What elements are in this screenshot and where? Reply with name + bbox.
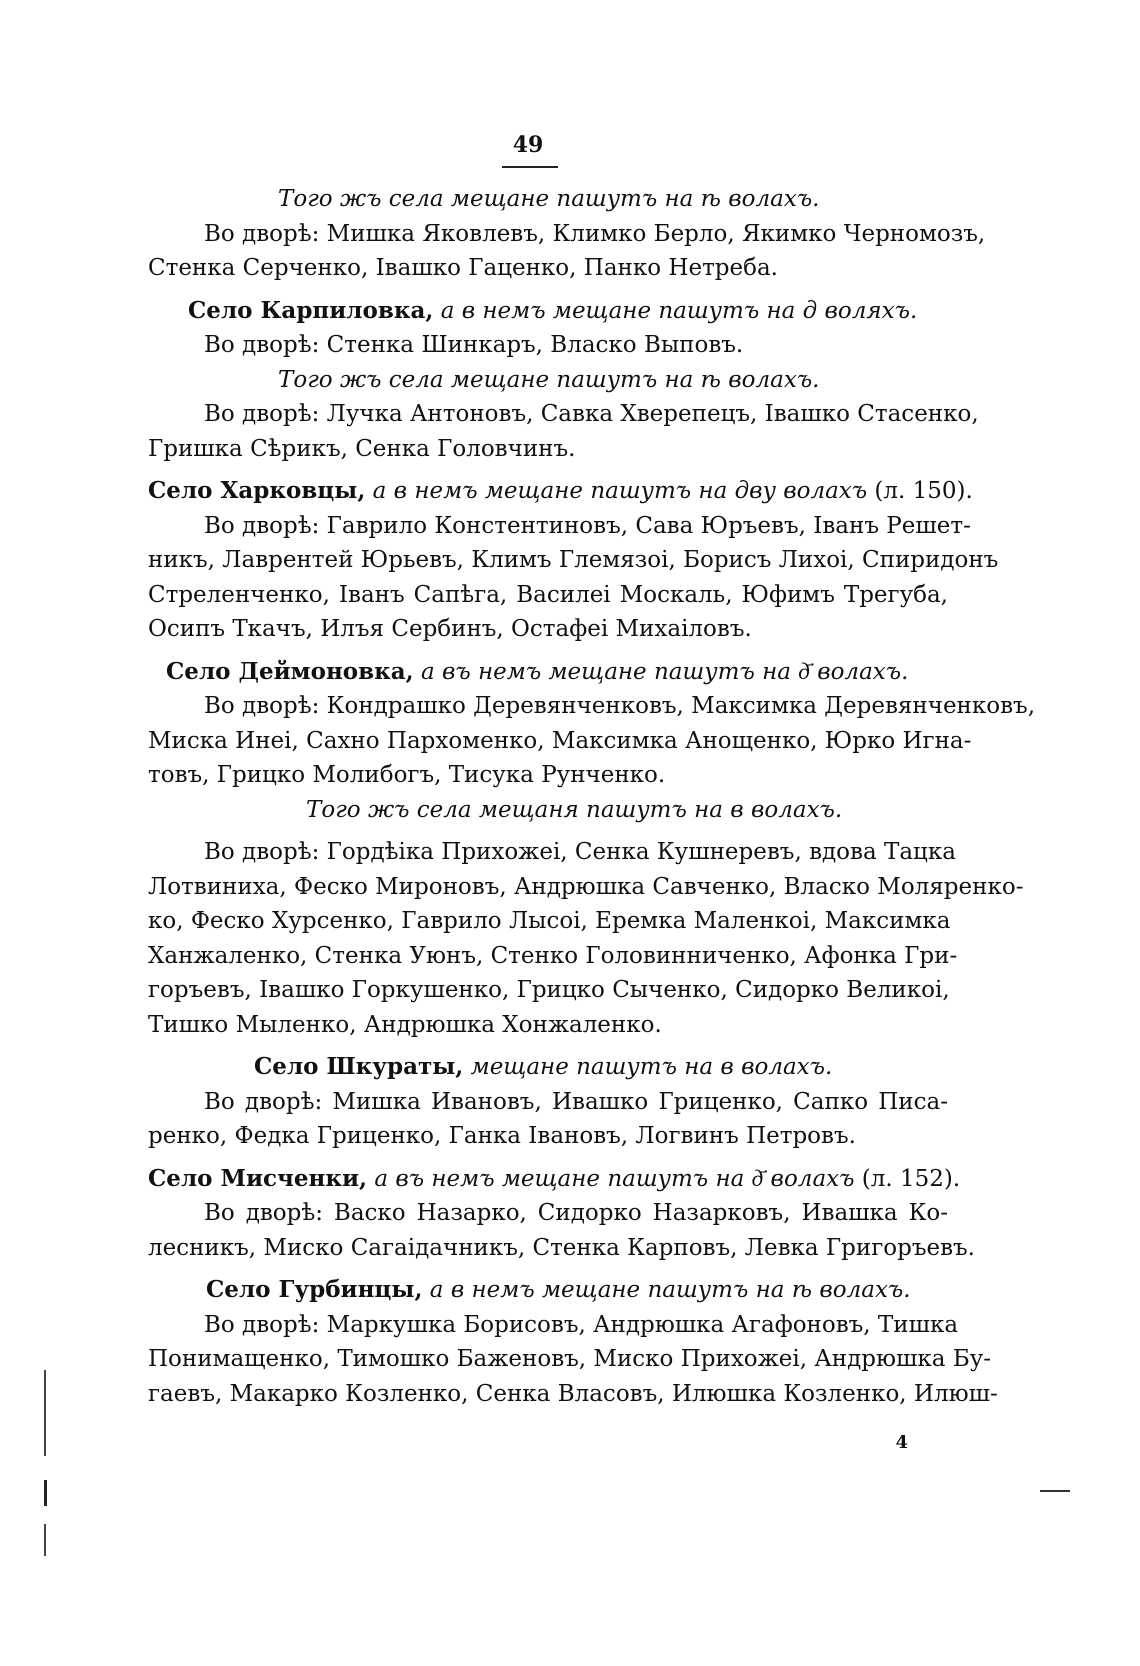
village-note: а в немъ мещане пашутъ на д воляхъ. <box>440 297 918 324</box>
village-name: Село Мисченки, <box>148 1164 368 1192</box>
text-line: Во дворѣ: Лучка Антоновъ, Савка Хверепецъ, Івашко Стасенко, <box>204 401 979 427</box>
village-name: Село Шкураты, <box>254 1053 464 1080</box>
page-number: 49 <box>512 132 544 158</box>
text-line: никъ, Лаврентей Юрьевъ, Климъ Глемязоі, Борисъ Лихоі, Спиридонъ <box>148 547 999 573</box>
text-line: Лотвиниха, Феско Мироновъ, Андрюшка Савченко, Власко Моляренко- <box>148 873 1024 900</box>
scan-edge-mark <box>44 1370 46 1456</box>
text-line: Миска Инеі, Сахно Пархоменко, Максимка Анощенко, Юрко Игна- <box>148 727 972 754</box>
text-line: Во дворѣ: Гаврило Констентиновъ, Сава Юръевъ, Іванъ Решет- <box>204 512 971 539</box>
section-subheading: Того жъ села мещане пашутъ на ѣ волахъ. <box>278 186 820 212</box>
text-line: Во дворѣ: Мишка Яковлевъ, Климко Берло, Якимко Черномозъ, <box>204 220 986 247</box>
text-line: Тишко Мыленко, Андрюшка Хонжаленко. <box>148 1011 662 1038</box>
folio-reference: (л. 152). <box>861 1165 961 1192</box>
village-heading <box>148 474 973 509</box>
text-line: горъевъ, Івашко Горкушенко, Грицко Сыченко, Сидорко Великоі, <box>148 977 950 1003</box>
scan-edge-dash <box>1040 1490 1070 1492</box>
text-line: Понимащенко, Тимошко Баженовъ, Миско Прихожеі, Андрюшка Бу- <box>148 1346 992 1372</box>
text-line: Стенка Серченко, Івашко Гаценко, Панко Нетреба. <box>148 255 778 281</box>
section-subheading: Того жъ села мещане пашутъ на ѣ волахъ. <box>278 366 820 393</box>
text-line: ко, Феско Хурсенко, Гаврило Лысоі, Еремка Маленкоі, Максимка <box>148 908 951 934</box>
text-line: гаевъ, Макарко Козленко, Сенка Власовъ, Илюшка Козленко, Илюш- <box>148 1380 998 1407</box>
village-heading <box>148 655 948 690</box>
text-line: Стреленченко, Іванъ Сапѣга, Василеі Москаль, Юфимъ Трегуба, <box>148 581 948 608</box>
page-body <box>148 182 1035 1411</box>
village-note: а в немъ мещане пашутъ на дву волахъ <box>372 478 868 504</box>
text-line: Во дворѣ: Васко Назарко, Сидорко Назарковъ, Ивашка Ко- <box>204 1200 948 1226</box>
text-line: Во дворѣ: Маркушка Борисовъ, Андрюшка Агафоновъ, Тишка <box>204 1311 959 1338</box>
text-line: ренко, Федка Гриценко, Ганка Івановъ, Логвинъ Петровъ. <box>148 1123 856 1149</box>
village-note: а въ немъ мещане пашутъ на д҃ волахъ. <box>420 658 909 685</box>
village-heading <box>148 1162 961 1197</box>
text-line: Во дворѣ: Стенка Шинкаръ, Власко Выповъ. <box>204 332 744 358</box>
signature-mark: 4 <box>895 1432 908 1453</box>
section-subheading: Того жъ села мещаня пашутъ на в волахъ. <box>306 796 843 823</box>
village-name: Село Карпиловка, <box>188 296 434 324</box>
village-name: Село Гурбинцы, <box>206 1276 423 1303</box>
text-line: Осипъ Ткачъ, Илъя Сербинъ, Остафеі Михаіловъ. <box>148 616 752 642</box>
text-line: Во дворѣ: Кондрашко Деревянченковъ, Максимка Деревянченковъ, <box>204 693 1035 719</box>
village-note: а в немъ мещане пашутъ на ѣ волахъ. <box>429 1277 911 1303</box>
page-number-rule <box>502 166 558 168</box>
scan-edge-mark <box>44 1480 47 1506</box>
folio-reference: (л. 150). <box>874 478 973 504</box>
village-note: мещане пашутъ на в волахъ. <box>470 1054 833 1080</box>
village-heading <box>148 1050 948 1085</box>
scan-edge-mark <box>44 1524 46 1556</box>
text-line: Во дворѣ: Гордѣіка Прихожеі, Сенка Кушнеревъ, вдова Тацка <box>204 839 956 865</box>
village-heading <box>148 1273 948 1308</box>
village-name: Село Деймоновка, <box>166 657 414 685</box>
text-line: лесникъ, Миско Сагаідачникъ, Стенка Карповъ, Левка Григоръевъ. <box>148 1234 975 1261</box>
text-line: Гришка Сѣрикъ, Сенка Головчинъ. <box>148 435 576 462</box>
village-heading <box>148 294 948 329</box>
text-line: товъ, Грицко Молибогъ, Тисука Рунченко. <box>148 762 666 788</box>
village-note: а въ немъ мещане пашутъ на д҃ волахъ <box>374 1165 855 1192</box>
text-line: Ханжаленко, Стенка Уюнъ, Стенко Головинниченко, Афонка Гри- <box>148 942 958 969</box>
village-name: Село Харковцы, <box>148 477 366 504</box>
text-line: Во дворѣ: Мишка Ивановъ, Ивашко Гриценко, Сапко Писа- <box>204 1088 948 1115</box>
